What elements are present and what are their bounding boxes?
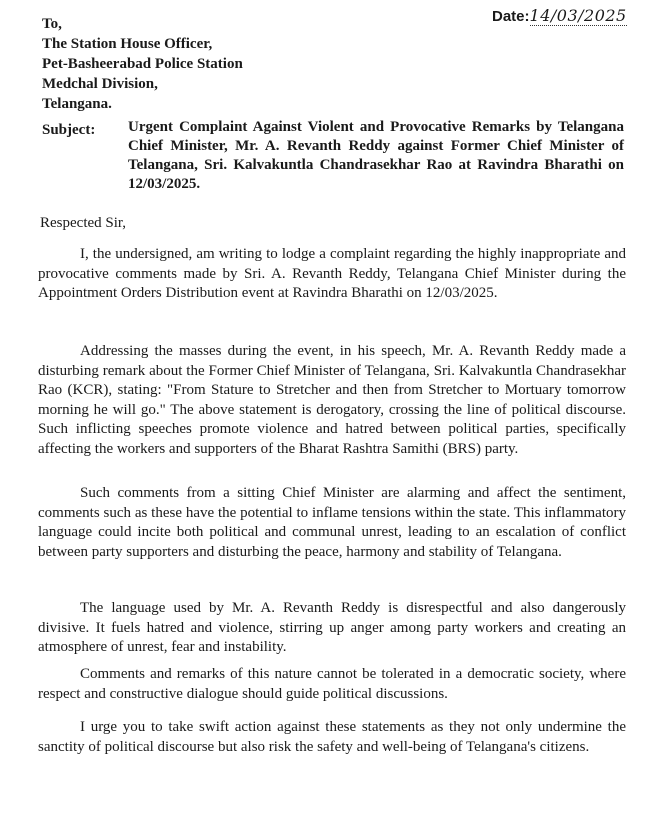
address-line: Pet-Basheerabad Police Station	[42, 56, 243, 72]
subject-label: Subject:	[42, 122, 96, 138]
body-paragraph: Comments and remarks of this nature cannot be tolerated in a democratic society, where respect and constructive dialogue should guide political discussions.	[38, 666, 626, 702]
date-label: Date:	[492, 8, 530, 25]
date-line	[492, 6, 627, 25]
salutation: Respected Sir,	[40, 215, 127, 231]
body-paragraph: I urge you to take swift action against these statements as they not only undermine the sanctity of political discourse but also risk the safety and well-being of Telangana's citizens.	[38, 719, 626, 755]
subject-text: Urgent Complaint Against Violent and Provocative Remarks by Telangana Chief Minister, Mr. A. Revanth Reddy against Former Chief Minister of Telangana, Sri. Kalvakuntla Chandrasekhar Rao at Ravindra Bharathi on 12/03/2025.	[128, 119, 624, 192]
address-line: Medchal Division,	[42, 76, 158, 92]
body-paragraph: Addressing the masses during the event, in his speech, Mr. A. Revanth Reddy made a disturbing remark about the Former Chief Minister of Telangana, Sri. Kalvakuntla Chandrasekhar Rao (KCR), stating: "From Stature to Stretcher and then from Stretcher to Mortuary tomorrow morning he will go." The above statement is derogatory, crossing the line of political discourse. Such inflicting speeches promote violence and hatred between political parties, specifically affecting the workers and supporters of the Bharat Rashtra Samithi (BRS) party.	[38, 343, 626, 457]
handwritten-date: 14/03/2025	[529, 6, 627, 25]
address-line: The Station House Officer,	[42, 36, 213, 52]
body-paragraph: Such comments from a sitting Chief Minister are alarming and affect the sentiment, comments such as these have the potential to inflame tensions within the state. This inflammatory language could incite both political and communal unrest, leading to an escalation of conflict between party supporters and disturbing the peace, harmony and stability of Telangana.	[38, 485, 626, 560]
address-line: To,	[42, 16, 62, 32]
recipient-address	[42, 14, 243, 114]
address-line: Telangana.	[42, 96, 112, 112]
body-paragraph: The language used by Mr. A. Revanth Reddy is disrespectful and also dangerously divisive. It fuels hatred and violence, stirring up anger among party workers and creating an atmosphere of unrest, fear and instability.	[38, 600, 626, 655]
body-paragraph: I, the undersigned, am writing to lodge a complaint regarding the highly inappropriate and provocative comments made by Sri. A. Revanth Reddy, Telangana Chief Minister during the Appointment Orders Distribution event at Ravindra Bharathi on 12/03/2025.	[38, 246, 626, 301]
